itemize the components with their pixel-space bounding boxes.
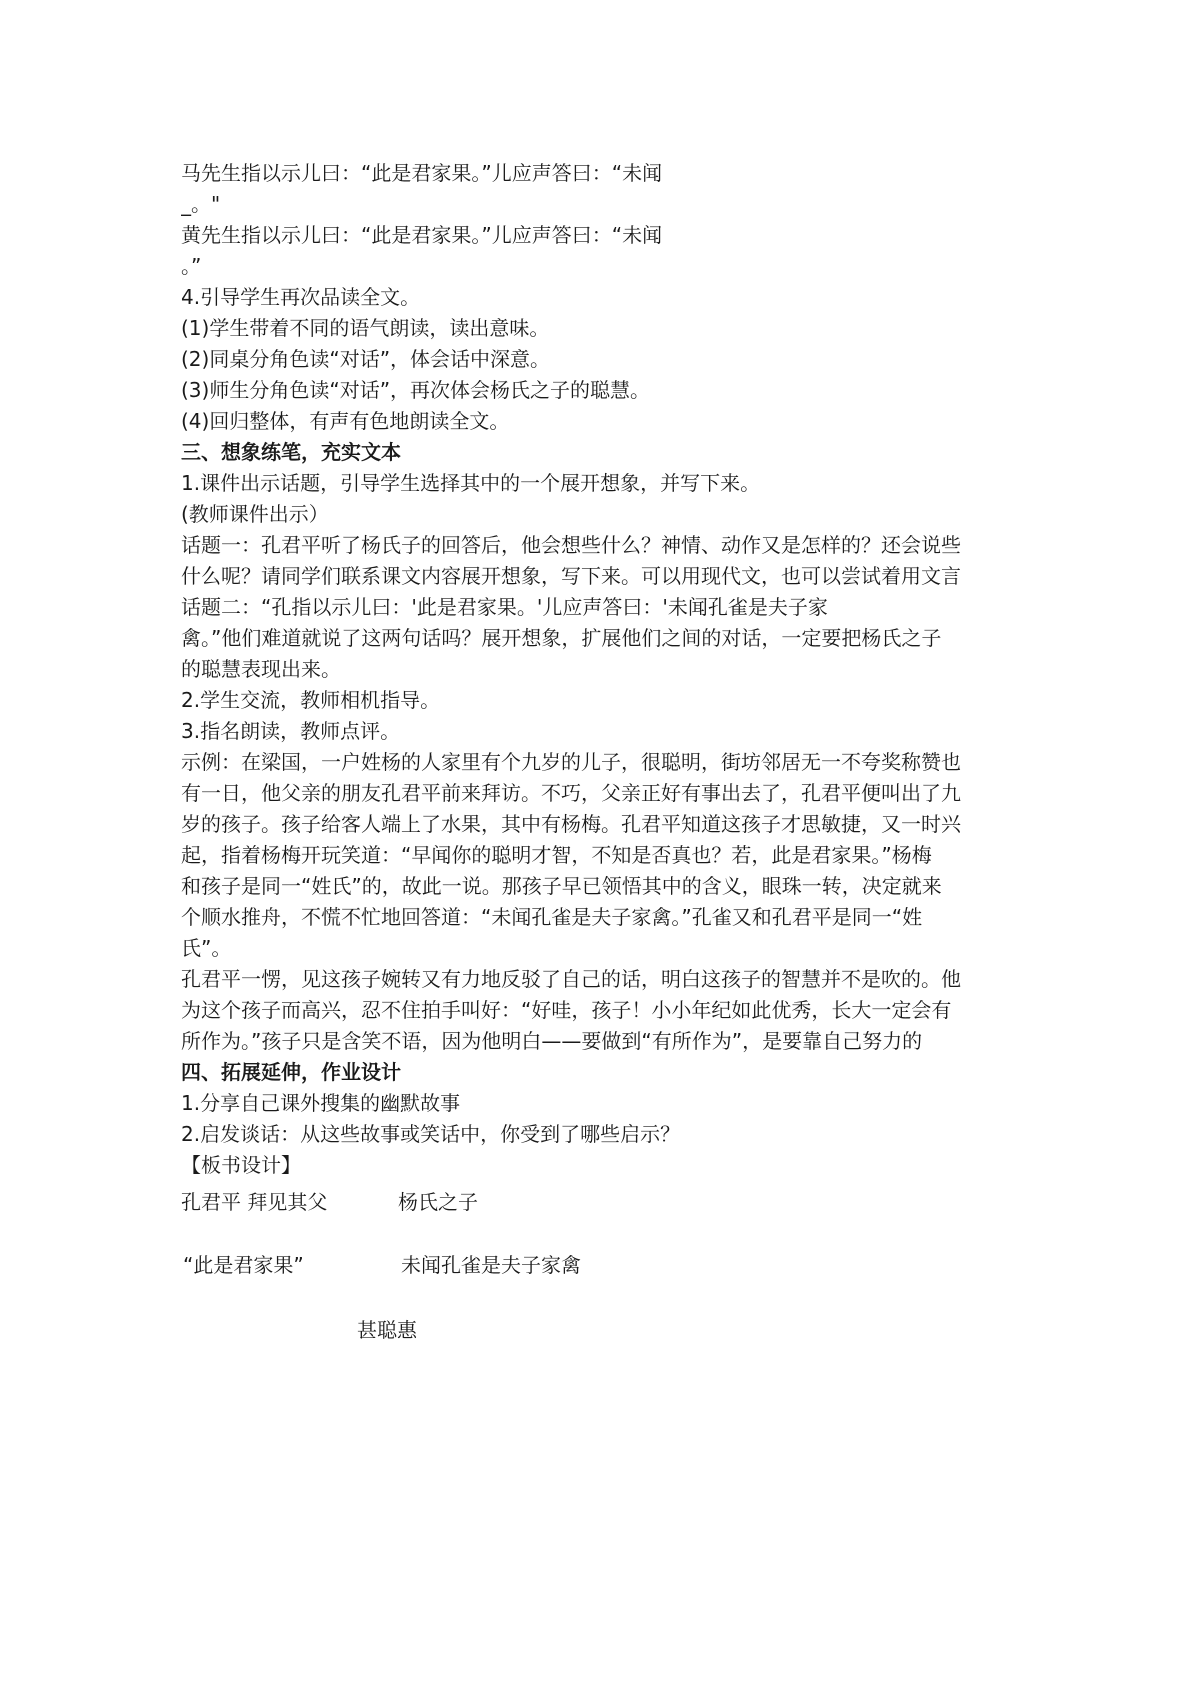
text-line: 孔君平一愣，见这孩子婉转又有力地反驳了自己的话，明白这孩子的智慧并不是吹的。他: [181, 967, 961, 991]
text-line: 4.引导学生再次品读全文。: [181, 285, 421, 309]
text-line: _。": [181, 192, 221, 216]
text-line: (1)学生带着不同的语气朗读，读出意味。: [181, 316, 550, 340]
text-line: 和孩子是同一“姓氏”的，故此一说。那孩子早已领悟其中的含义，眼珠一转，决定就来: [181, 874, 942, 898]
text-line: 为这个孩子而高兴，忍不住拍手叫好：“好哇，孩子！小小年纪如此优秀，长大一定会有: [181, 998, 952, 1022]
text-line: (2)同桌分角色读“对话”，体会话中深意。: [181, 347, 551, 371]
text-line: 话题一：孔君平听了杨氏子的回答后，他会想些什么？神情、动作又是怎样的？还会说些: [181, 533, 961, 557]
section-heading: 三、想象练笔，充实文本: [181, 440, 401, 464]
text-line: 所作为。”孩子只是含笑不语，因为他明白——要做到“有所作为”，是要靠自己努力的: [181, 1029, 923, 1053]
text-line: (3)师生分角色读“对话”，再次体会杨氏之子的聪慧。: [181, 378, 651, 402]
text-line: 个顺水推舟，不慌不忙地回答道：“未闻孔雀是夫子家禽。”孔雀又和孔君平是同一“姓: [181, 905, 923, 929]
board-row1-left: 孔君平 拜见其父: [181, 1190, 328, 1214]
text-line: 马先生指以示儿曰：“此是君家果。”儿应声答曰：“未闻: [181, 161, 663, 185]
text-line: 话题二：“孔指以示儿曰：'此是君家果。'儿应声答曰：'未闻孔雀是夫子家: [181, 595, 828, 619]
board-row2-right: 未闻孔雀是夫子家禽: [401, 1253, 581, 1277]
text-line: (教师课件出示）: [181, 502, 329, 526]
text-line: 岁的孩子。孩子给客人端上了水果，其中有杨梅。孔君平知道这孩子才思敏捷，又一时兴: [181, 812, 961, 836]
board-row3-center: 甚聪惠: [357, 1318, 417, 1342]
board-row2-left: “此是君家果”: [183, 1253, 304, 1277]
section-heading: 四、拓展延伸，作业设计: [181, 1060, 401, 1084]
text-line: 1.分享自己课外搜集的幽默故事: [181, 1091, 461, 1115]
board-row1-right: 杨氏之子: [398, 1190, 478, 1214]
text-line: 起，指着杨梅开玩笑道：“早闻你的聪明才智，不知是否真也？若，此是君家果。”杨梅: [181, 843, 932, 867]
text-line: 的聪慧表现出来。: [181, 657, 341, 681]
text-line: 有一日，他父亲的朋友孔君平前来拜访。不巧，父亲正好有事出去了，孔君平便叫出了九: [181, 781, 961, 805]
text-line: 示例：在梁国，一户姓杨的人家里有个九岁的儿子，很聪明，街坊邻居无一不夸奖称赞也: [181, 750, 961, 774]
text-line: 2.启发谈话：从这些故事或笑话中，你受到了哪些启示？: [181, 1122, 681, 1146]
text-line: 什么呢？请同学们联系课文内容展开想象，写下来。可以用现代文，也可以尝试着用文言: [181, 564, 961, 588]
text-line: 3.指名朗读，教师点评。: [181, 719, 401, 743]
text-line: 1.课件出示话题，引导学生选择其中的一个展开想象，并写下来。: [181, 471, 761, 495]
text-line: (4)回归整体，有声有色地朗读全文。: [181, 409, 510, 433]
text-line: 氏”。: [181, 936, 232, 960]
text-line: 黄先生指以示儿曰：“此是君家果。”儿应声答曰：“未闻: [181, 223, 663, 247]
text-line: 禽。”他们难道就说了这两句话吗？展开想象，扩展他们之间的对话，一定要把杨氏之子: [181, 626, 942, 650]
text-line: 。”: [181, 254, 202, 278]
board-design-title: 【板书设计】: [181, 1153, 301, 1177]
text-line: 2.学生交流，教师相机指导。: [181, 688, 441, 712]
